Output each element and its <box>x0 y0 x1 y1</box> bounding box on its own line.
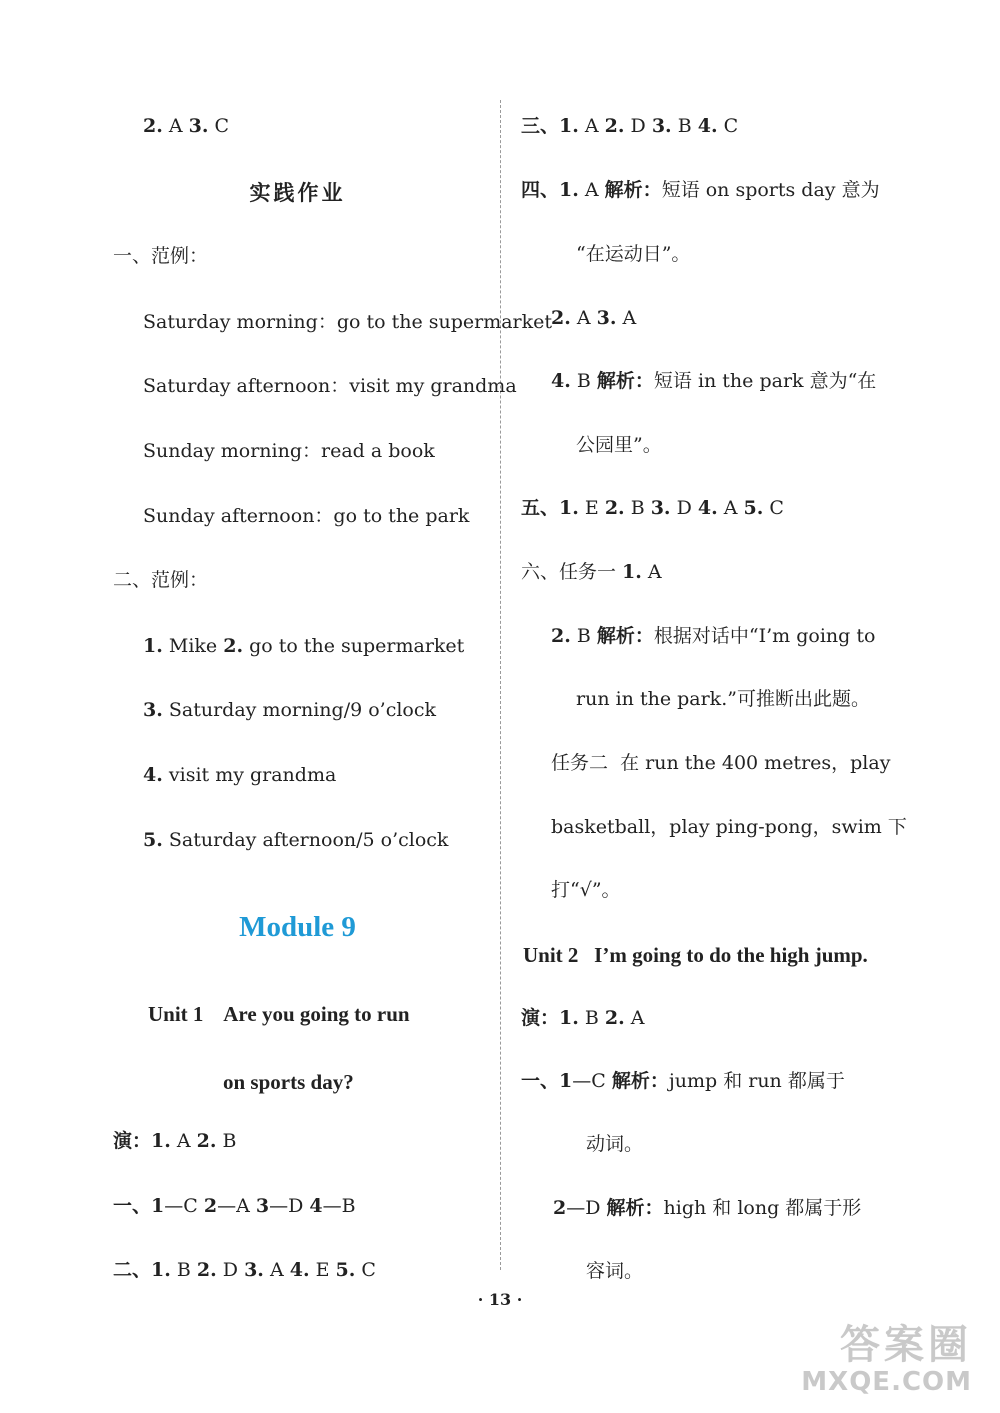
left-yan-answers: 演：1. A 2. B <box>113 1130 237 1152</box>
right-liu-2: 2. B 解析：根据对话中“I’m going to <box>551 625 876 647</box>
practice-heading: 实践作业 <box>249 181 346 205</box>
right-si-4: 4. B 解析：短语 in the park 意为“在 <box>551 370 877 392</box>
unit-1-title-line-1: Unit 1 Are you going to run <box>148 1002 410 1026</box>
right-si-1-continued: “在运动日”。 <box>576 243 691 265</box>
right-task-2-line-1: 任务二 在 run the 400 metres，play <box>551 752 891 774</box>
right-si-4-continued: 公园里”。 <box>576 434 662 456</box>
watermark-line-2: MXQE.COM <box>801 1367 972 1397</box>
left-yi-answers: 一、1—C 2—A 3—D 4—B <box>113 1195 356 1217</box>
watermark-line-1: 答案圈 <box>840 1322 972 1368</box>
right-liu-2-continued: run in the park.”可推断出此题。 <box>576 688 870 710</box>
section-2-label: 二、范例： <box>113 569 209 591</box>
right-yi-1-continued: 动词。 <box>586 1133 644 1155</box>
right-yan-answers: 演：1. B 2. A <box>521 1007 645 1029</box>
right-liu-task-1: 六、任务一 1. A <box>521 561 662 583</box>
right-task-2-line-2: basketball，play ping-pong，swim 下 <box>551 816 907 838</box>
left-answer-line-1: 2. A 3. C <box>143 115 230 137</box>
right-si-1: 四、1. A 解析：短语 on sports day 意为 <box>521 179 880 201</box>
column-divider <box>500 100 501 1270</box>
right-task-2-line-3: 打“√”。 <box>551 879 621 901</box>
section-1-label: 一、范例： <box>113 245 209 267</box>
example-line: Saturday morning：go to the supermarket <box>143 311 553 333</box>
example-line: Sunday afternoon：go to the park <box>143 505 470 527</box>
right-yi-1: 一、1—C 解析：jump 和 run 都属于 <box>521 1070 845 1092</box>
left-er-answers: 二、1. B 2. D 3. A 4. E 5. C <box>113 1259 376 1281</box>
right-wu-answers: 五、1. E 2. B 3. D 4. A 5. C <box>521 497 784 519</box>
module-title: Module 9 <box>239 911 356 943</box>
example-line: Sunday morning：read a book <box>143 440 435 462</box>
right-yi-2-continued: 容词。 <box>586 1260 644 1282</box>
example-line: Saturday afternoon：visit my grandma <box>143 375 517 397</box>
example-2-line-1: 1. Mike 2. go to the supermarket <box>143 635 465 657</box>
right-si-2-3: 2. A 3. A <box>551 307 637 329</box>
example-2-line-5: 5. Saturday afternoon/5 o’clock <box>143 829 449 851</box>
right-yi-2: 2—D 解析：high 和 long 都属于形 <box>553 1197 862 1219</box>
watermark-logo <box>801 1323 972 1397</box>
right-san-answers: 三、1. A 2. D 3. B 4. C <box>521 115 739 137</box>
page-number: · 13 · <box>477 1290 523 1309</box>
unit-1-title-line-2: on sports day? <box>223 1070 354 1094</box>
unit-2-title: Unit 2 I’m going to do the high jump. <box>523 943 868 967</box>
example-2-line-4: 4. visit my grandma <box>143 764 337 786</box>
example-2-line-3: 3. Saturday morning/9 o’clock <box>143 699 437 721</box>
